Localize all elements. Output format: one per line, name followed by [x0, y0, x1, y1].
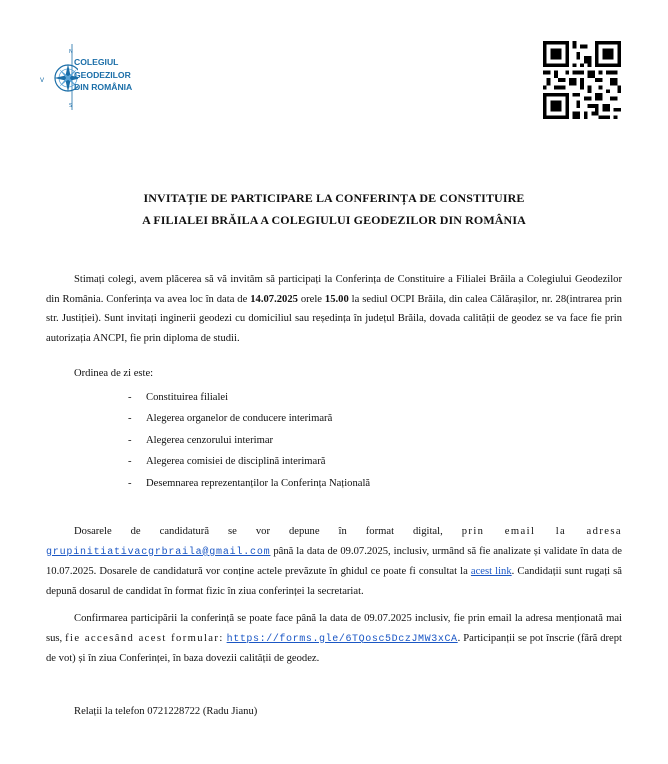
contact-phone: Relații la telefon 0721228722 (Radu Jianu): [74, 706, 258, 717]
agenda-item: [128, 451, 370, 472]
candidacy-paragraph: [46, 522, 622, 601]
agenda-item-label: Alegerea comisiei de disciplină interimară: [146, 456, 326, 468]
confirmation-spaced-text: fie accesând acest formular:: [65, 632, 224, 644]
agenda-title: Ordinea de zi este:: [74, 368, 154, 379]
candidacy-text-1: Dosarele de candidatură se vor depune în format digital,: [74, 526, 462, 537]
guide-link[interactable]: acest link: [470, 566, 512, 578]
agenda-list: [128, 387, 370, 494]
email-link[interactable]: grupinitiativacgrbraila@gmail.com: [46, 546, 271, 558]
title-line-2: A FILIALEI BRĂILA A COLEGIULUI GEODEZILOR DIN ROMÂNIA: [142, 213, 526, 227]
svg-text:N: N: [69, 49, 73, 55]
title-line-1: INVITAȚIE DE PARTICIPARE LA CONFERINȚA DE CONSTITUIRE: [143, 191, 525, 205]
invitation-text-3: la sediul OCPI Brăila, din calea Călărașilor, nr. 28(intrarea prin str. Justiției). Sunt invitați inginerii geodezi cu domiciliul sau reședința în județul Brăila, dovada calității de geodez se va face fie prin autorizația ANCPI, fie prin diploma de studii.: [46, 293, 622, 344]
agenda-item-label: Alegerea cenzorului interimar: [146, 434, 274, 446]
agenda-item: [128, 430, 370, 451]
candidacy-text-2: până la data de 09.07.2025, inclusiv, urmând să fie analizate și validate în data de 10.07.2025. Dosarele de candidatură vor conține actele prevăzute în ghidul ce poate fi consultat la: [46, 545, 622, 578]
bullet: -: [128, 392, 132, 403]
form-link[interactable]: https://forms.gle/6TQosc5DczJMW3xCA: [226, 633, 458, 645]
bullet: -: [128, 434, 132, 446]
agenda-item: [128, 408, 370, 429]
candidacy-spaced-text: prin email la adresa: [461, 526, 622, 537]
conference-date: 14.07.2025: [250, 293, 298, 305]
conference-time: 15.00: [324, 293, 349, 305]
bullet: -: [128, 456, 132, 468]
invitation-text-1: Stimați colegi, avem plăcerea să vă invităm să participați la Conferința de Constituire a Filialei Brăila a Colegiului Geodezilor din România. Conferința va avea loc în data de: [46, 274, 622, 305]
logo-line-1: COLEGIUL: [74, 57, 119, 67]
candidacy-text-3: . Candidații sunt rugați să depună dosarul de candidat în format fizic în ziua conferinței la secretariat.: [46, 566, 622, 597]
bullet: -: [128, 413, 132, 425]
qr-code: [543, 41, 621, 119]
compass-icon: [38, 44, 78, 110]
svg-text:S: S: [69, 103, 73, 109]
logo-line-2: GEODEZILOR: [74, 69, 131, 80]
confirmation-text-2: . Participanții se pot înscrie (fără drept de vot) și în ziua Conferinței, în baza dovezii calității de geodez.: [46, 632, 622, 665]
svg-text:V: V: [40, 77, 45, 84]
confirmation-paragraph: [46, 609, 622, 669]
agenda-item-label: Desemnarea reprezentanților la Conferința Națională: [146, 477, 371, 489]
invitation-text-2: orele: [297, 293, 325, 305]
document-title: [40, 187, 628, 231]
logo-line-3: DIN ROMÂNIA: [74, 82, 133, 92]
confirmation-text-1: Confirmarea participării la conferință se poate face până la data de 09.07.2025 inclusiv, fie prin email la adresa menționată mai sus,: [46, 613, 622, 644]
agenda-item: [128, 473, 370, 494]
agenda-item: [128, 387, 370, 408]
bullet: -: [128, 477, 132, 489]
agenda-item-label: Alegerea organelor de conducere interimară: [146, 413, 333, 425]
colegiul-geodezilor-logo: [38, 44, 148, 114]
invitation-paragraph: [46, 270, 622, 348]
logo-text: [74, 56, 132, 94]
agenda-item-label: Constituirea filialei: [146, 392, 229, 403]
